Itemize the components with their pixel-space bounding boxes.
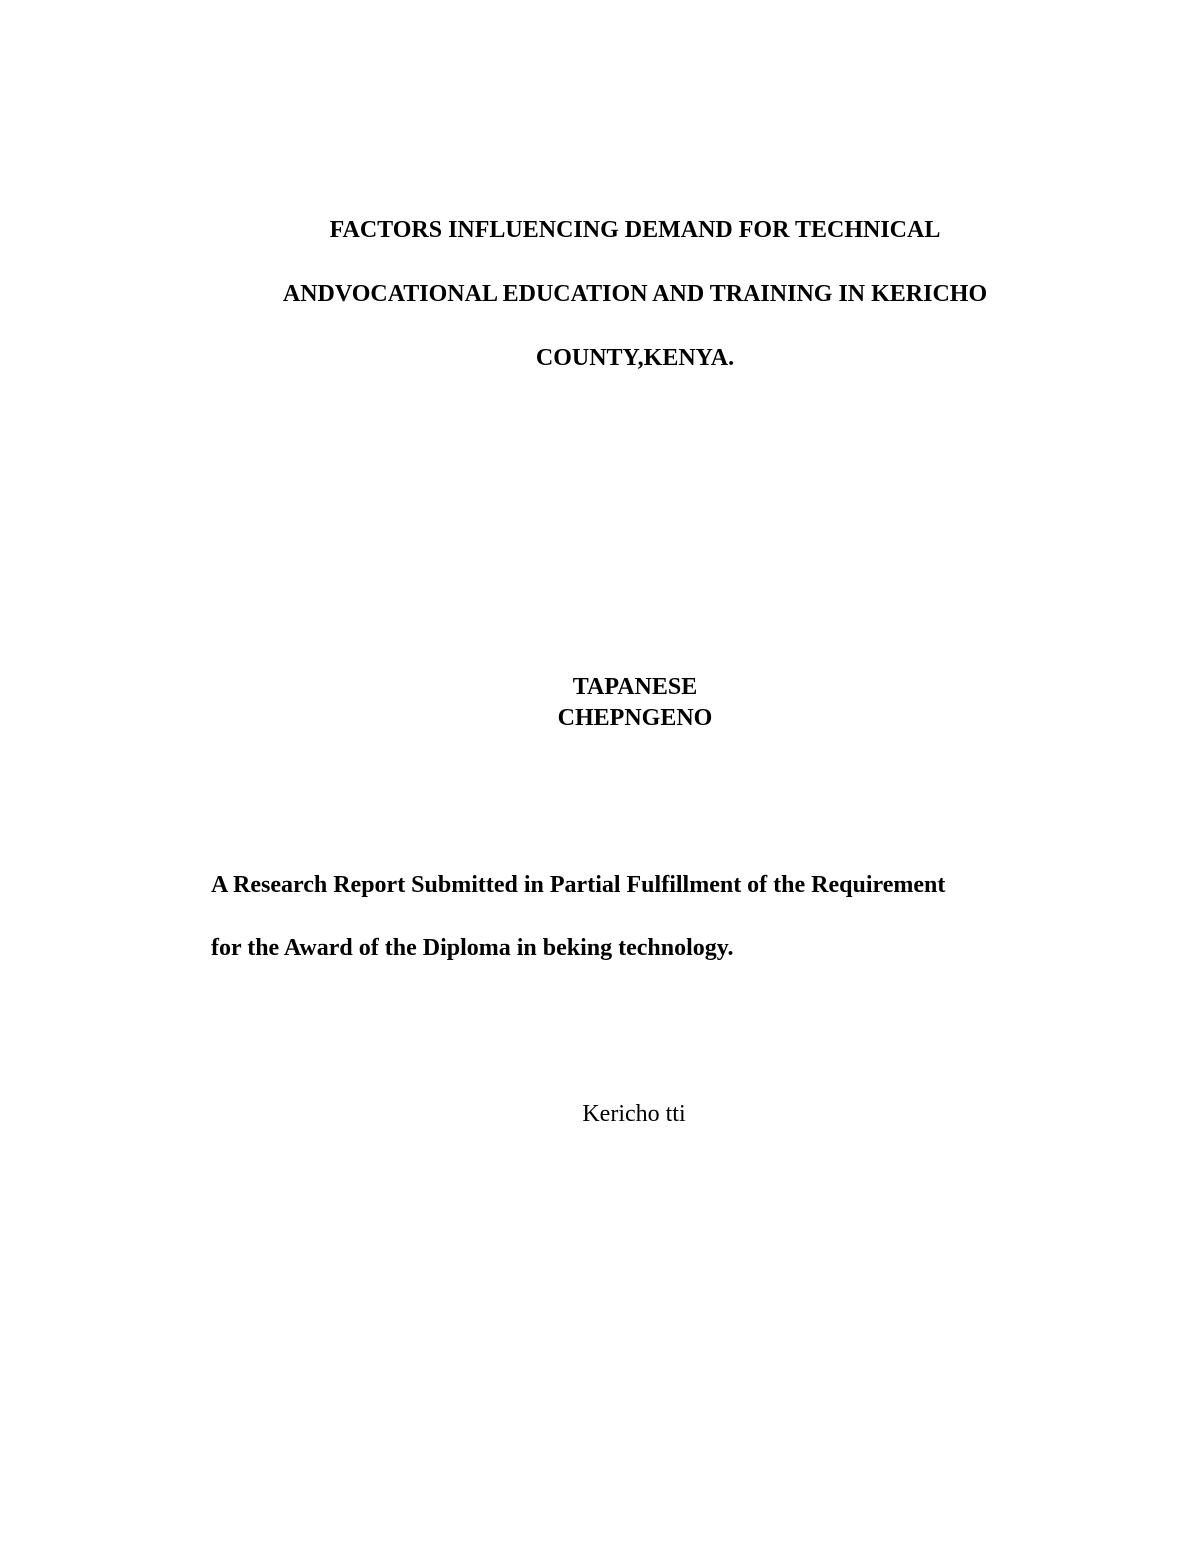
title-line-1: FACTORS INFLUENCING DEMAND FOR TECHNICAL [329,217,941,243]
author-first-name: TAPANESE [572,674,698,700]
institution-name: Kericho tti [582,1101,686,1127]
submission-line-2: for the Award of the Diploma in beking technology. [211,935,734,961]
title-line-2: ANDVOCATIONAL EDUCATION AND TRAINING IN KERICHO [282,281,988,307]
title-line-3: COUNTY,KENYA. [535,345,735,371]
submission-line-1: A Research Report Submitted in Partial Fulfillment of the Requirement [211,872,946,898]
author-last-name: CHEPNGENO [557,705,713,731]
